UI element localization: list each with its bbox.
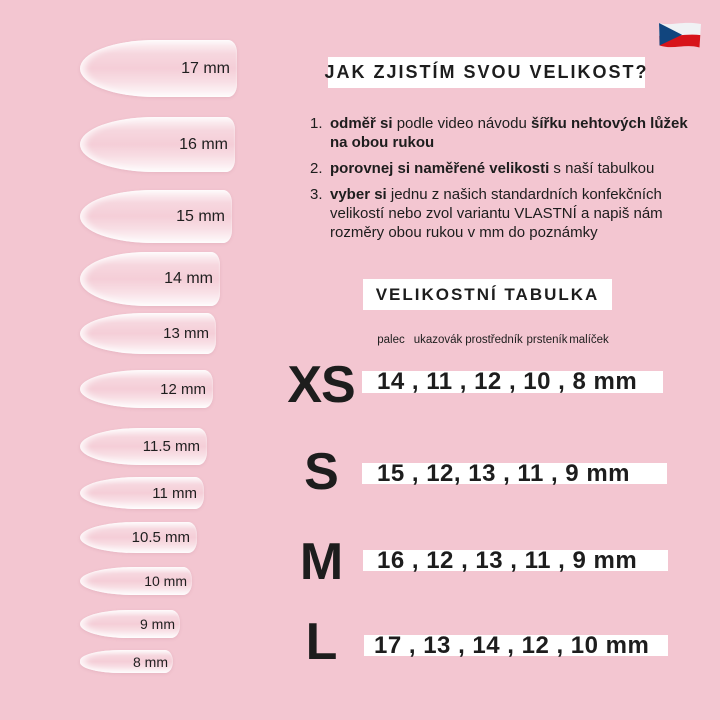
nail-tip	[80, 650, 173, 673]
nail-tip	[80, 252, 220, 306]
step-bold-text: na obou rukou	[330, 134, 435, 151]
size-values-m: 16 , 12 , 13 , 11 , 9 mm	[377, 547, 638, 574]
size-label-m: M	[299, 533, 343, 591]
nail-tip	[80, 477, 204, 509]
nail-size-label: 15 mm	[176, 207, 225, 225]
headline-box	[324, 57, 649, 88]
step-plain-text: rozměry obou rukou v mm do poznámky	[330, 224, 598, 241]
size-label-xs: XS	[287, 356, 355, 414]
step-bold-text: vyber si	[330, 186, 387, 203]
nail-size-label: 14 mm	[164, 270, 213, 287]
size-table-title-box	[363, 279, 612, 310]
size-values-s: 15 , 12, 13 , 11 , 9 mm	[377, 460, 630, 487]
step-plain-text: podle video návodu	[392, 115, 531, 132]
step-bold-text: odměř si	[330, 115, 393, 132]
step-plain-text: s naší tabulkou	[549, 160, 655, 177]
nail-tip	[80, 522, 197, 553]
nail-tip	[80, 567, 192, 595]
nail-tip	[80, 117, 235, 172]
nail-tip	[80, 40, 237, 97]
step-bold-text: porovnej si naměřené velikosti	[330, 160, 550, 177]
nail-tip	[80, 610, 180, 638]
finger-label-thumb: palec	[377, 334, 405, 346]
nail-tip	[80, 313, 216, 354]
nail-size-label: 10 mm	[144, 573, 187, 589]
step-number: 1.	[310, 115, 323, 132]
instruction-step-2	[310, 159, 690, 178]
size-values-l: 17 , 13 , 14 , 12 , 10 mm	[374, 632, 650, 659]
step-number: 3.	[310, 186, 323, 203]
size-label-s: S	[304, 443, 338, 501]
nail-size-label: 11 mm	[152, 484, 197, 502]
step-plain-text: velikostí nebo zvol variantu VLASTNÍ a napiš nám	[330, 205, 663, 222]
finger-label-middle: prostředník	[465, 334, 523, 346]
instruction-step-1	[310, 114, 690, 152]
nail-size-label: 16 mm	[179, 135, 228, 153]
nail-tip	[80, 370, 213, 408]
nail-tip	[80, 428, 207, 465]
nail-size-label: 11.5 mm	[142, 438, 200, 455]
nail-size-label: 13 mm	[163, 325, 209, 342]
nail-tip	[80, 190, 232, 243]
size-table-title: VELIKOSTNÍ TABULKA	[375, 284, 600, 304]
step-text	[330, 159, 654, 178]
step-bold-text: šířku nehtových lůžek	[530, 115, 688, 132]
step-number: 2.	[310, 160, 323, 177]
nail-size-label: 10.5 mm	[131, 529, 190, 546]
nail-size-label: 12 mm	[160, 380, 206, 398]
finger-label-ring: prsteník	[526, 334, 568, 346]
nail-size-label: 8 mm	[133, 653, 168, 670]
page-title: JAK ZJISTÍM SVOU VELIKOST?	[324, 62, 649, 82]
instruction-list	[310, 114, 690, 249]
nail-size-label: 17 mm	[181, 59, 230, 77]
size-label-l: L	[305, 613, 337, 671]
nail-size-label: 9 mm	[140, 616, 175, 632]
step-text	[330, 185, 663, 242]
instruction-step-3	[310, 185, 690, 242]
step-plain-text: jednu z našich standardních konfekčních	[386, 186, 662, 203]
finger-label-pinky: malíček	[569, 334, 609, 346]
finger-label-index: ukazovák	[413, 334, 463, 346]
step-text	[330, 114, 688, 152]
size-values-xs: 14 , 11 , 12 , 10 , 8 mm	[377, 368, 638, 395]
czech-flag-icon	[656, 20, 704, 52]
